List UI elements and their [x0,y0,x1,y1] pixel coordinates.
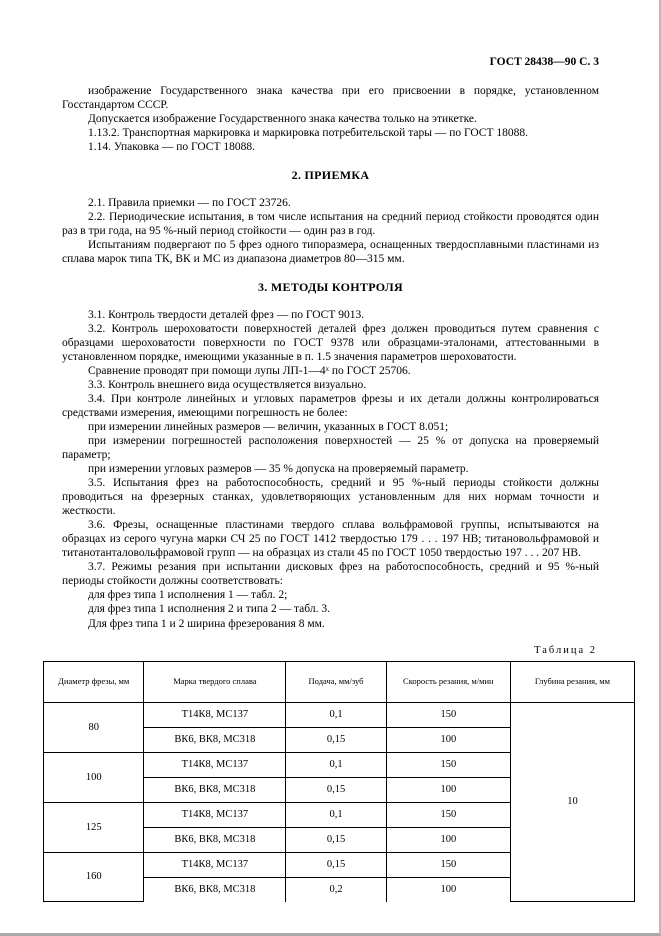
paragraph: Для фрез типа 1 и 2 ширина фрезерования 8 мм. [88,617,325,630]
cell-feed: 0,15 [286,852,386,877]
column-header-depth: Глубина резания, мм [510,661,634,702]
paragraph: при измерении линейных размеров — величин, указанных в ГОСТ 8.051; [88,421,449,434]
table-caption: Таблица 2 [534,644,597,656]
cell-speed: 100 [386,827,510,852]
cell-grade: ВК6, ВК8, МС318 [144,827,286,852]
cell-diameter: 160 [44,852,144,902]
paragraph: при измерении погрешностей расположения поверхностей — 25 % от допуска на проверяемый параметр; [62,435,599,462]
cell-speed: 150 [386,752,510,777]
cell-feed: 0,15 [286,727,386,752]
paragraph: 3.5. Испытания фрез на работоспособность, средний и 95 %-ный периоды стойкости должны проводиться на фрезерных станках, удовлетворяющих установленным для них нормам точности и жесткости. [62,477,599,518]
paragraph: для фрез типа 1 исполнения 2 и типа 2 — табл. 3. [88,603,330,616]
table-row [44,702,635,727]
paragraph: 3.1. Контроль твердости деталей фрез — по ГОСТ 9013. [88,309,365,322]
section-heading-methods: 3. МЕТОДЫ КОНТРОЛЯ [257,280,404,295]
cell-speed: 100 [386,777,510,802]
doc-reference: ГОСТ 28438—90 С. 3 [489,56,599,68]
paragraph: Испытаниям подвергают по 5 фрез одного типоразмера, оснащенных твердосплавными пластинами из сплава марок типа ТК, ВК и МС из диапазона диаметров 80—315 мм. [62,239,599,266]
cell-speed: 150 [386,702,510,727]
paragraph: 3.2. Контроль шероховатости поверхностей деталей фрез должен проводиться путем сравнения с образцами шероховатости поверхности по ГОСТ 9378 или образцами-эталонами, аттестованными в установленном порядке, имеющими указанные в п. 1.5 значения параметров шероховатости. [62,323,599,364]
cutting-modes-table [43,661,635,903]
cell-speed: 150 [386,802,510,827]
paragraph: 3.6. Фрезы, оснащенные пластинами твердого сплава вольфрамовой группы, испытываются на образцах из серого чугуна марки СЧ 25 по ГОСТ 1412 твердостью 179 . . . 197 НВ; титановольфрамовой и титанотанталовольфрамовой групп — на образцах из стали 45 по ГОСТ 1050 твердостью 197 . . . 207 НВ. [62,519,599,560]
paragraph: 1.14. Упаковка — по ГОСТ 18088. [88,141,255,154]
cell-grade: Т14К8, МС137 [144,752,286,777]
paragraph: 3.7. Режимы резания при испытании дисковых фрез на работоспособность, средний и 95 %-ный периоды стойкости должны соответствовать: [62,561,599,588]
cell-grade: Т14К8, МС137 [144,802,286,827]
paragraph: изображение Государственного знака качества при его присвоении в порядке, установленном Госстандартом СССР. [62,85,599,112]
cell-feed: 0,2 [286,877,386,902]
paragraph: 2.2. Периодические испытания, в том числе испытания на средний период стойкости проводятся один раз в три года, на 95 %-ный период стойкости — один раз в год. [62,211,599,238]
paragraph: 3.4. При контроле линейных и угловых параметров фрезы и их детали должны контролироваться средствами измерения, имеющими погрешность не более: [62,393,599,420]
column-header-speed: Скорость резания, м/мин [386,661,510,702]
cell-diameter: 80 [44,702,144,752]
cell-grade: ВК6, ВК8, МС318 [144,877,286,902]
paragraph: 3.3. Контроль внешнего вида осуществляется визуально. [88,379,367,392]
cell-diameter: 100 [44,752,144,802]
cell-grade: Т14К8, МС137 [144,852,286,877]
cell-feed: 0,1 [286,702,386,727]
cell-speed: 100 [386,877,510,902]
column-header-grade: Марка твердого сплава [144,661,286,702]
cell-feed: 0,1 [286,802,386,827]
cell-feed: 0,1 [286,752,386,777]
cell-speed: 150 [386,852,510,877]
paragraph: Допускается изображение Государственного знака качества только на этикетке. [88,113,477,126]
column-header-feed: Подача, мм/зуб [286,661,386,702]
column-header-diameter: Диаметр фрезы, мм [44,661,144,702]
cell-depth: 10 [510,702,634,902]
paragraph: 1.13.2. Транспортная маркировка и маркировка потребительской тары — по ГОСТ 18088. [88,127,528,140]
cell-feed: 0,15 [286,827,386,852]
cell-feed: 0,15 [286,777,386,802]
cell-grade: ВК6, ВК8, МС318 [144,727,286,752]
paragraph: для фрез типа 1 исполнения 1 — табл. 2; [88,589,288,602]
table-header-row [44,661,635,702]
paragraph: при измерении угловых размеров — 35 % допуска на проверяемый параметр. [88,463,469,476]
cell-grade: Т14К8, МС137 [144,702,286,727]
paragraph: Сравнение проводят при помощи лупы ЛП-1—4ˣ по ГОСТ 25706. [88,365,411,378]
section-heading-acceptance: 2. ПРИЕМКА [291,168,370,183]
cell-diameter: 125 [44,802,144,852]
cell-speed: 100 [386,727,510,752]
paragraph: 2.1. Правила приемки — по ГОСТ 23726. [88,197,291,210]
cell-grade: ВК6, ВК8, МС318 [144,777,286,802]
